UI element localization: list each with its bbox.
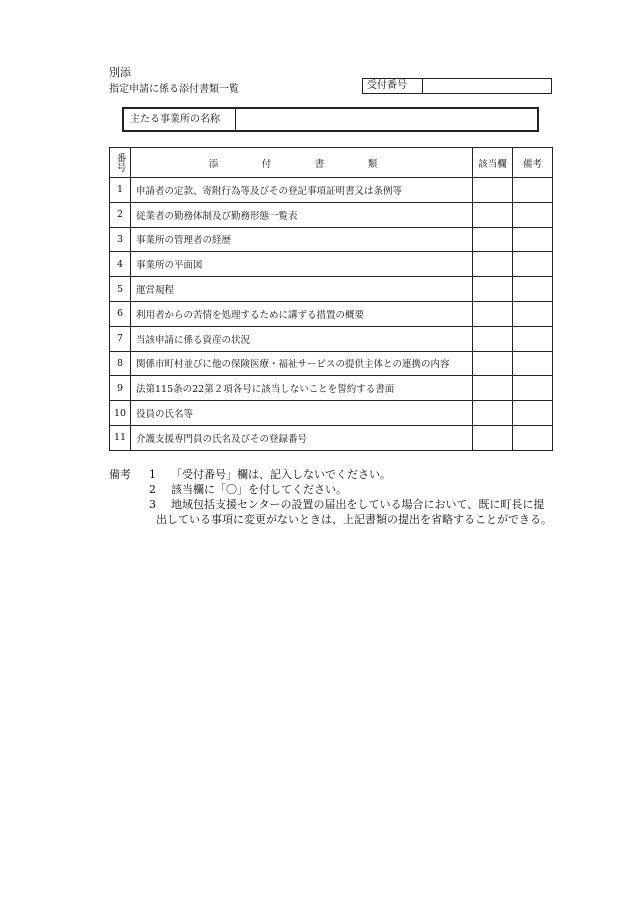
office-name-box <box>122 107 539 132</box>
applicable-cell[interactable] <box>473 326 513 351</box>
applicable-cell[interactable] <box>473 277 513 302</box>
remarks-cell[interactable] <box>513 227 553 252</box>
table-row <box>110 252 553 277</box>
row-number: 2 <box>110 202 131 227</box>
note-text: 地域包括支援センターの設置の届出をしている場合において、既に町長に提 <box>171 498 545 511</box>
document-name: 運営規程 <box>131 277 473 302</box>
document-name: 介護支援専門員の氏名及びその登録番号 <box>131 425 473 450</box>
row-number: 1 <box>110 178 131 203</box>
attachment-label: 別添 <box>109 66 131 79</box>
document-name: 申請者の定款、寄附行為等及びその登記事項証明書又は条例等 <box>131 178 473 203</box>
note-number: 1 <box>149 468 156 481</box>
row-number: 6 <box>110 301 131 326</box>
applicable-cell[interactable] <box>473 178 513 203</box>
note-number: 3 <box>149 498 156 511</box>
document-name: 事業所の管理者の経歴 <box>131 227 473 252</box>
receipt-number-label: 受付番号 <box>363 79 423 93</box>
document-name: 事業所の平面図 <box>131 252 473 277</box>
header-document: 添 付 書 類 <box>131 148 473 178</box>
row-number: 10 <box>110 401 131 426</box>
notes-heading: 備考 <box>109 468 131 481</box>
row-number: 9 <box>110 376 131 401</box>
table-row <box>110 425 553 450</box>
row-number: 3 <box>110 227 131 252</box>
row-number: 5 <box>110 277 131 302</box>
applicable-cell[interactable] <box>473 376 513 401</box>
remarks-cell[interactable] <box>513 277 553 302</box>
applicable-cell[interactable] <box>473 351 513 376</box>
remarks-cell[interactable] <box>513 376 553 401</box>
office-name-field[interactable] <box>236 109 537 130</box>
table-row <box>110 178 553 203</box>
applicable-cell[interactable] <box>473 252 513 277</box>
table-row <box>110 401 553 426</box>
notes-section <box>109 467 579 527</box>
document-name: 当該申請に係る資産の状況 <box>131 326 473 351</box>
remarks-cell[interactable] <box>513 202 553 227</box>
remarks-cell[interactable] <box>513 301 553 326</box>
table-row <box>110 376 553 401</box>
table-row <box>110 202 553 227</box>
applicable-cell[interactable] <box>473 202 513 227</box>
document-name: 従業者の勤務体制及び勤務形態一覧表 <box>131 202 473 227</box>
row-number: 4 <box>110 252 131 277</box>
remarks-cell[interactable] <box>513 351 553 376</box>
row-number: 8 <box>110 351 131 376</box>
document-name: 関係市町村並びに他の保険医療・福祉サービスの提供主体との連携の内容 <box>131 351 473 376</box>
note-text: 該当欄に「〇」を付してください。 <box>171 483 347 496</box>
document-name: 役員の氏名等 <box>131 401 473 426</box>
header-applicable: 該当欄 <box>473 148 513 178</box>
applicable-cell[interactable] <box>473 425 513 450</box>
applicable-cell[interactable] <box>473 301 513 326</box>
receipt-number-box <box>362 78 552 94</box>
note-text: 「受付番号」欄は、記入しないでください。 <box>171 468 391 481</box>
document-table <box>109 147 553 451</box>
applicable-cell[interactable] <box>473 227 513 252</box>
remarks-cell[interactable] <box>513 326 553 351</box>
office-name-label: 主たる事業所の名称 <box>124 109 236 130</box>
table-row <box>110 227 553 252</box>
row-number: 11 <box>110 425 131 450</box>
note-continuation: 出している事項に変更がないときは、上記書類の提出を省略することができる。 <box>156 513 552 526</box>
row-number: 7 <box>110 326 131 351</box>
table-row <box>110 326 553 351</box>
document-name: 利用者からの苦情を処理するために講ずる措置の概要 <box>131 301 473 326</box>
remarks-cell[interactable] <box>513 401 553 426</box>
table-row <box>110 351 553 376</box>
remarks-cell[interactable] <box>513 425 553 450</box>
document-list-title: 指定申請に係る添付書類一覧 <box>109 84 239 95</box>
table-row <box>110 301 553 326</box>
remarks-cell[interactable] <box>513 252 553 277</box>
header-remarks: 備考 <box>513 148 553 178</box>
note-number: 2 <box>149 483 156 496</box>
remarks-cell[interactable] <box>513 178 553 203</box>
table-header-row <box>110 148 553 178</box>
applicable-cell[interactable] <box>473 401 513 426</box>
header-number: 番号 <box>110 148 131 178</box>
table-row <box>110 277 553 302</box>
document-name: 法第115条の22第２項各号に該当しないことを誓約する書面 <box>131 376 473 401</box>
receipt-number-field[interactable] <box>423 79 551 93</box>
